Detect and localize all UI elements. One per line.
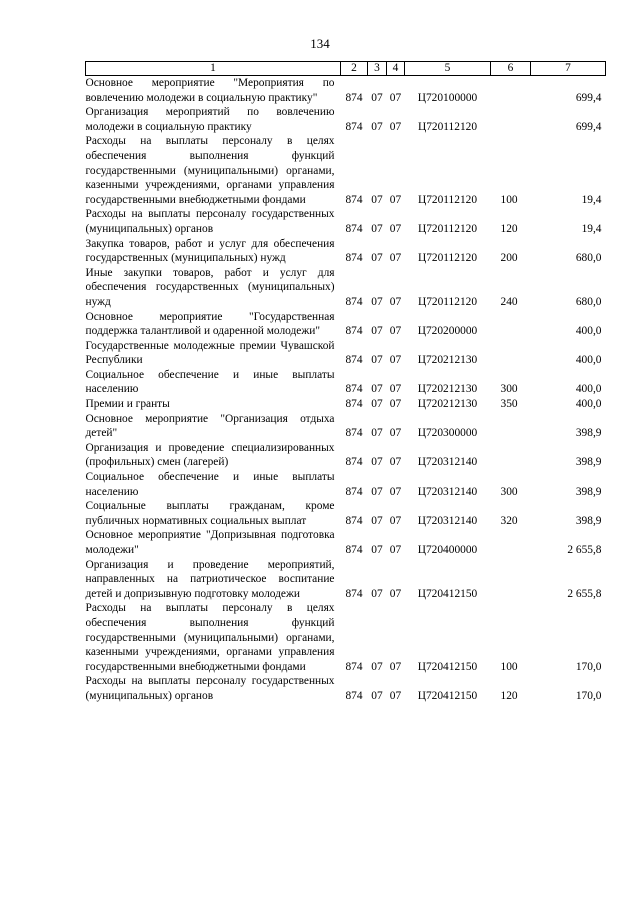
row-value-cell: 680,0	[575, 295, 602, 308]
row-value-cell: 400,0	[575, 383, 602, 396]
row-value-cell: Ц720112120	[417, 295, 478, 308]
row-value-cell: Ц720112120	[417, 193, 478, 206]
row-name-cell: Закупка товаров, работ и услуг для обеспечения государственных (муниципальных) нужд	[85, 237, 335, 265]
table-row	[86, 558, 606, 602]
row-value-cell: 398,9	[575, 427, 602, 440]
page-number: 134	[310, 36, 330, 51]
row-value-cell: 2 655,8	[567, 587, 602, 600]
row-value-cell: 07	[371, 689, 383, 702]
row-value-cell: 07	[371, 252, 383, 265]
table-row	[86, 76, 606, 106]
table-row	[86, 499, 606, 528]
row-value-cell: 398,9	[575, 485, 602, 498]
row-value-cell: 07	[389, 456, 402, 469]
row-value-cell: 07	[371, 456, 383, 469]
row-value-cell: 07	[371, 514, 383, 527]
row-value-cell: 300	[500, 383, 518, 396]
row-value-cell: 07	[389, 354, 402, 367]
row-value-cell: 100	[500, 193, 518, 206]
table-row	[86, 601, 606, 674]
column-header: 4	[387, 62, 405, 76]
row-name-cell: Расходы на выплаты персоналу государственных (муниципальных) органов	[85, 675, 335, 702]
row-value-cell: 874	[345, 544, 363, 556]
row-name-cell: Социальное обеспечение и иные выплаты населению	[85, 471, 335, 498]
row-value-cell: 07	[371, 485, 383, 498]
row-value-cell: 07	[389, 660, 402, 673]
row-value-cell: 07	[371, 660, 383, 673]
row-value-cell: 07	[389, 427, 402, 440]
row-value-cell: 170,0	[575, 660, 602, 673]
row-value-cell: Ц720112120	[417, 252, 478, 265]
row-value-cell: 07	[371, 383, 383, 396]
row-value-cell: 398,9	[575, 514, 602, 527]
row-value-cell: 07	[371, 427, 383, 440]
row-name-cell: Премии и гранты	[85, 398, 170, 411]
row-value-cell: Ц720312140	[417, 456, 478, 469]
row-value-cell: 07	[371, 354, 383, 367]
row-name-cell: Расходы на выплаты персоналу государственных (муниципальных) органов	[85, 208, 335, 235]
row-value-cell: Ц720312140	[417, 514, 478, 527]
table-row	[86, 207, 606, 236]
row-value-cell: 874	[345, 222, 363, 235]
row-value-cell: 874	[345, 660, 363, 673]
row-value-cell: 874	[345, 514, 363, 527]
row-value-cell	[491, 339, 531, 368]
row-value-cell: 100	[500, 660, 518, 673]
row-value-cell: 120	[500, 222, 518, 235]
row-value-cell: Ц720112120	[417, 120, 478, 133]
row-value-cell: 19,4	[581, 193, 602, 206]
row-value-cell: 320	[500, 514, 518, 527]
row-name-cell: Основное мероприятие "Допризывная подготовка молодежи"	[85, 529, 335, 556]
row-value-cell: Ц720300000	[417, 427, 478, 440]
column-header: 2	[341, 62, 368, 76]
row-value-cell	[491, 310, 531, 339]
table-row	[86, 237, 606, 266]
budget-table	[85, 61, 606, 704]
row-value-cell: 874	[345, 354, 363, 367]
row-value-cell: 874	[345, 120, 363, 133]
column-header: 5	[405, 62, 491, 76]
row-name-cell: Основное мероприятие "Мероприятия по вовлечению молодежи в социальную практику"	[85, 77, 335, 104]
column-header: 6	[491, 62, 531, 76]
row-value-cell: 874	[345, 193, 363, 206]
row-value-cell: 120	[500, 689, 518, 702]
row-value-cell: 200	[500, 252, 518, 265]
row-value-cell: 07	[389, 383, 402, 396]
row-value-cell: 07	[389, 295, 402, 308]
row-value-cell	[491, 528, 531, 557]
row-value-cell: 07	[389, 398, 402, 411]
table-row	[86, 674, 606, 703]
row-value-cell: 874	[345, 91, 363, 104]
row-value-cell: 07	[389, 222, 402, 235]
row-value-cell: 874	[345, 485, 363, 498]
row-value-cell: 874	[345, 689, 363, 702]
row-value-cell	[491, 412, 531, 441]
row-name-cell: Расходы на выплаты персоналу в целях обеспечения выполнения функций государственными (муниципальными) органами, казенными учреждениями, органами управления государственными внебюджетными фондами	[85, 135, 335, 206]
row-value-cell	[491, 76, 531, 106]
table-row	[86, 528, 606, 557]
table-row	[86, 397, 606, 412]
row-value-cell: Ц720212130	[417, 354, 478, 367]
column-header: 7	[531, 62, 606, 76]
row-value-cell: 680,0	[575, 252, 602, 265]
row-value-cell: Ц720212130	[417, 383, 478, 396]
row-value-cell: 07	[389, 91, 402, 104]
table-row	[86, 134, 606, 207]
row-value-cell: Ц720200000	[417, 325, 478, 338]
row-name-cell: Организация и проведение мероприятий, направленных на патриотическое воспитание детей и допризывную подготовку молодежи	[85, 558, 335, 600]
row-name-cell: Социальные выплаты гражданам, кроме публичных нормативных социальных выплат	[85, 500, 335, 527]
table-row	[86, 412, 606, 441]
row-value-cell: 07	[389, 689, 402, 702]
table-header	[86, 62, 606, 76]
row-value-cell: 874	[345, 295, 363, 308]
row-value-cell: 240	[500, 295, 518, 308]
row-value-cell: 07	[371, 587, 383, 600]
row-name-cell: Организация и проведение специализированных (профильных) смен (лагерей)	[85, 441, 335, 469]
row-value-cell	[491, 105, 531, 134]
row-value-cell: 07	[389, 325, 402, 338]
table-row	[86, 310, 606, 339]
row-value-cell: 19,4	[581, 222, 602, 235]
row-name-cell: Основное мероприятие "Государственная поддержка талантливой и одаренной молодежи"	[85, 310, 335, 338]
table-row	[86, 441, 606, 470]
row-value-cell: Ц720412150	[417, 587, 478, 600]
row-value-cell: 874	[345, 427, 363, 440]
row-value-cell: 07	[389, 544, 402, 556]
row-value-cell: Ц720412150	[417, 689, 478, 702]
row-value-cell: 07	[371, 222, 383, 235]
table-row	[86, 105, 606, 134]
row-value-cell: 300	[500, 485, 518, 498]
row-name-cell: Социальное обеспечение и иные выплаты населению	[85, 368, 335, 396]
row-value-cell: 350	[500, 398, 518, 411]
row-value-cell: Ц720100000	[417, 91, 478, 104]
column-header: 1	[86, 62, 341, 76]
row-value-cell: Ц720212130	[417, 398, 478, 411]
row-name-cell: Государственные молодежные премии Чувашской Республики	[85, 339, 335, 367]
row-name-cell: Организация мероприятий по вовлечению молодежи в социальную практику	[85, 106, 335, 133]
row-value-cell: 07	[389, 587, 402, 600]
row-value-cell: Ц720400000	[417, 544, 478, 556]
row-name-cell: Основное мероприятие "Организация отдыха детей"	[85, 412, 335, 440]
column-header: 3	[368, 62, 387, 76]
row-value-cell: 400,0	[575, 354, 602, 367]
row-value-cell: 874	[345, 456, 363, 469]
row-value-cell: 07	[389, 193, 402, 206]
row-value-cell: 07	[371, 544, 383, 556]
row-value-cell: 398,9	[575, 456, 602, 469]
row-value-cell: 07	[389, 485, 402, 498]
row-value-cell: 07	[371, 120, 383, 133]
row-value-cell: 07	[371, 193, 383, 206]
table-body	[86, 76, 606, 704]
table-row	[86, 470, 606, 499]
row-value-cell: 2 655,8	[567, 544, 602, 556]
row-value-cell: 874	[345, 325, 363, 338]
row-value-cell: 874	[345, 252, 363, 265]
row-value-cell: Ц720312140	[417, 485, 478, 498]
row-value-cell: 07	[371, 325, 383, 338]
row-value-cell: 07	[371, 91, 383, 104]
row-value-cell: 07	[371, 295, 383, 308]
row-value-cell: 874	[345, 398, 363, 411]
row-value-cell: 07	[389, 252, 402, 265]
row-value-cell: 400,0	[575, 398, 602, 411]
row-value-cell: 400,0	[575, 325, 602, 338]
table-row	[86, 339, 606, 368]
row-name-cell: Расходы на выплаты персоналу в целях обеспечения выполнения функций государственными (муниципальными) органами, казенными учреждениями, органами управления государственными внебюджетными фондами	[85, 602, 335, 673]
row-value-cell: 07	[389, 120, 402, 133]
row-name-cell: Иные закупки товаров, работ и услуг для обеспечения государственных (муниципальных) нужд	[85, 266, 335, 308]
row-value-cell	[491, 558, 531, 602]
row-value-cell: 07	[371, 398, 383, 411]
row-value-cell: 874	[345, 383, 363, 396]
table-row	[86, 368, 606, 397]
table-row	[86, 266, 606, 310]
row-value-cell: Ц720412150	[417, 660, 478, 673]
row-value-cell: 07	[389, 514, 402, 527]
row-value-cell: 874	[345, 587, 363, 600]
row-value-cell: Ц720112120	[417, 222, 478, 235]
row-value-cell: 699,4	[575, 120, 602, 133]
row-value-cell: 170,0	[575, 689, 602, 702]
row-value-cell	[491, 441, 531, 470]
row-value-cell: 699,4	[575, 91, 602, 104]
